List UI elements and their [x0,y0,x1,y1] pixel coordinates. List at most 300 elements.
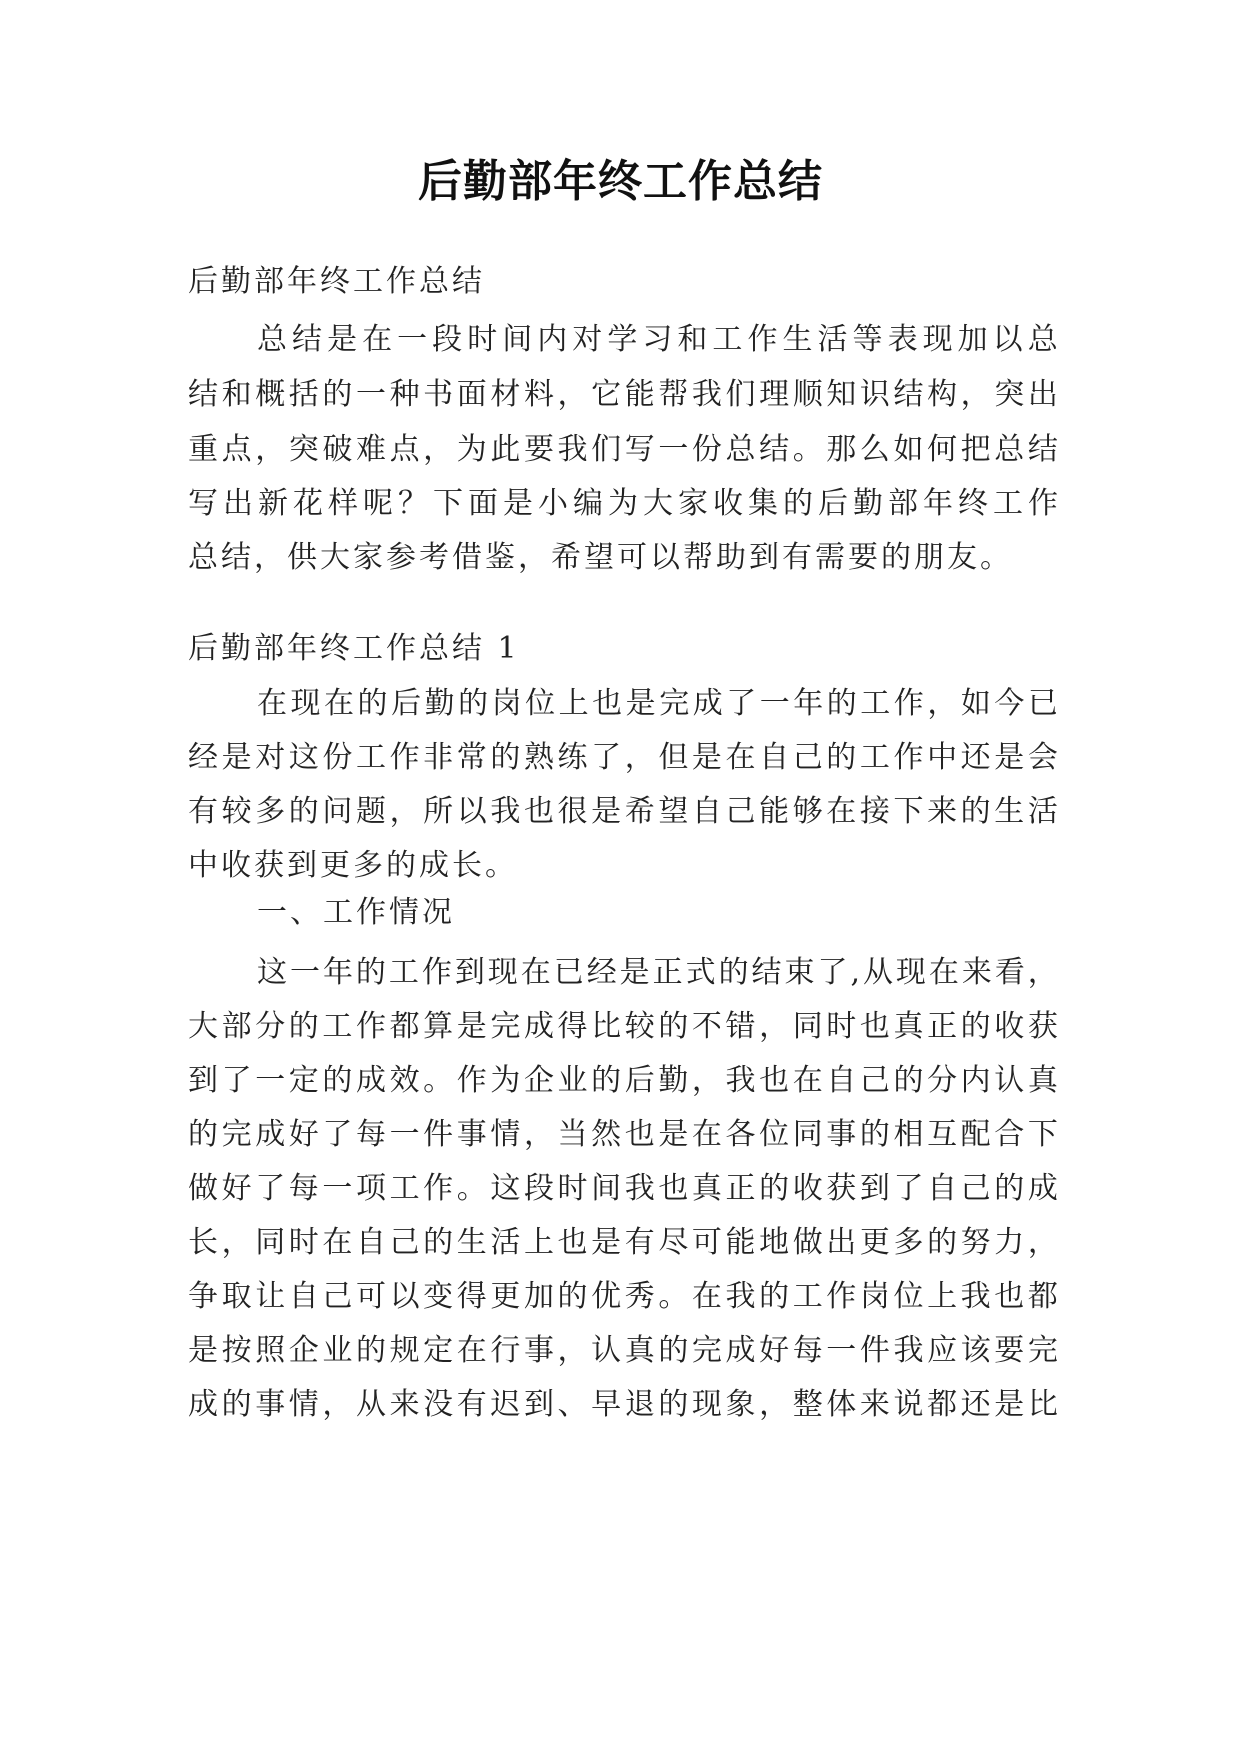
line-character: 迟 [490,1387,521,1422]
line-character: 工 [712,322,743,357]
line-character: 工 [859,740,890,775]
line-character: 难 [355,432,386,467]
line-character: 出 [1027,377,1058,412]
line-character: 很 [557,794,588,829]
line-character: 的 [658,1387,689,1422]
line-character: 括 [288,377,319,412]
paragraph-line: 后勤部年终工作总结 1 [188,631,520,666]
line-character: 这 [490,1171,521,1206]
line-character: 退 [624,1387,655,1422]
line-character: 不 [691,1009,722,1044]
paragraph-line [188,1331,1058,1371]
line-character: 为 [490,1063,521,1098]
line-character: 来 [927,794,958,829]
line-character: 作 [893,740,924,775]
line-character: 也 [759,1063,790,1098]
line-character: 的 [458,686,489,721]
line-character: 业 [557,1063,588,1098]
line-character: 以 [992,322,1023,357]
line-character: 结 [1027,432,1058,467]
line-character: 总 [994,432,1025,467]
line-character: 在 [691,1117,722,1152]
line-character: 小 [538,486,568,521]
line-character: 份 [322,740,353,775]
line-character: 多 [893,1225,924,1260]
line-character: 让 [255,1279,286,1314]
line-character: 。 [456,1171,487,1206]
line-character: 作 [1028,486,1058,521]
line-character: 工 [389,1171,420,1206]
line-character: 勤 [658,1063,689,1098]
line-character: 我 [725,1279,756,1314]
line-character: ， [1027,955,1058,990]
line-character: 己 [792,740,823,775]
line-character: 都 [927,1387,958,1422]
line-character: 一 [759,686,790,721]
line-character: 件 [423,1117,454,1152]
line-character: 出 [223,486,253,521]
line-character: ， [960,377,991,412]
line-character: 位 [893,1279,924,1314]
line-character: 加 [957,322,988,357]
line-character: 生 [456,1225,487,1260]
line-character: ， [322,1387,353,1422]
line-character: 重 [188,432,218,467]
line-character: 从 [355,1387,386,1422]
line-character: 突 [288,432,319,467]
line-character: 项 [355,1171,386,1206]
line-character: 收 [792,1171,823,1206]
line-character: ？ [398,486,428,521]
line-character: 们 [591,432,622,467]
line-character: 以 [389,1279,420,1314]
line-character: 也 [624,1117,655,1152]
line-character: 来 [389,1387,420,1422]
line-character: 真 [893,1009,924,1044]
line-character: 活 [490,1225,521,1260]
line-character: 对 [255,740,286,775]
line-character: 书 [423,377,454,412]
line-character: 完 [490,1009,521,1044]
line-character: 同 [792,1009,823,1044]
line-character: 的 [288,1009,319,1044]
line-character: 望 [658,794,689,829]
line-character: 认 [591,1333,622,1368]
line-character: 种 [389,377,420,412]
line-character: 的 [826,686,857,721]
line-character: 能 [624,377,655,412]
line-character: 在 [324,686,355,721]
line-character: 理 [759,377,790,412]
line-character: 获 [826,1171,857,1206]
line-character: 工 [388,955,419,990]
paragraph-line [257,684,1058,724]
line-character: 上 [523,1225,554,1260]
line-character: ， [624,740,655,775]
line-character: 完 [221,1117,252,1152]
line-character: 加 [523,1279,554,1314]
line-character: 呢 [363,486,393,521]
line-character: 一 [389,1117,420,1152]
line-character: 企 [288,1333,319,1368]
line-character: 得 [456,1279,487,1314]
line-character: 我 [490,794,521,829]
line-character: 它 [591,377,622,412]
line-character: 在 [691,1279,722,1314]
line-character: 更 [490,1279,521,1314]
line-character: 在 [792,1063,823,1098]
line-character: 的 [658,1009,689,1044]
line-character: 内 [537,322,568,357]
line-character: 的 [658,1333,689,1368]
line-character: 自 [759,740,790,775]
paragraph-line [188,1115,1058,1155]
line-character: 变 [423,1279,454,1314]
line-character: 写 [188,486,218,521]
line-character: 经 [586,955,617,990]
paragraph-line: 一、工作情况 [257,895,455,930]
line-character: 在 [520,955,551,990]
line-character: 成 [692,686,723,721]
line-character: ， [927,686,958,721]
paragraph-line [188,1277,1058,1317]
line-character: 对 [572,322,603,357]
paragraph-line [188,1061,1058,1101]
line-character: 位 [759,1117,790,1152]
line-character: 已 [553,955,584,990]
line-character: 的 [927,1225,958,1260]
line-character: 己 [960,1171,991,1206]
line-character: 点 [389,432,420,467]
line-character: 结 [751,955,782,990]
line-character: 事 [523,1333,554,1368]
line-character: 的 [557,1279,588,1314]
line-character: 时 [557,1171,588,1206]
line-character: 的 [355,955,386,990]
line-character: 来 [961,955,992,990]
line-character: 还 [960,740,991,775]
line-character: 在 [362,322,393,357]
line-character: 做 [188,1171,218,1206]
line-character: 非 [423,740,454,775]
line-character: 在 [257,686,287,721]
line-character: 表 [887,322,918,357]
line-character: 了 [221,1063,252,1098]
line-character: 工 [792,1279,823,1314]
line-character: 。 [792,432,823,467]
line-character: 较 [221,794,252,829]
line-character: 题 [355,794,386,829]
line-character: 如 [893,432,924,467]
line-character: 间 [502,322,533,357]
line-character: ， [221,1225,252,1260]
line-character: 都 [389,1009,420,1044]
line-character: 有 [624,1225,655,1260]
line-character: 了 [893,1171,924,1206]
line-character: 了 [322,1117,353,1152]
line-character: 现 [691,1387,722,1422]
line-character: 可 [355,1279,386,1314]
line-character: 结 [292,322,323,357]
line-character: 生 [782,322,813,357]
line-character: 上 [927,1279,958,1314]
line-character: 到 [454,955,485,990]
line-character: 是 [188,1333,218,1368]
line-character: 长 [188,1225,218,1260]
line-character: 作 [389,740,420,775]
line-character: ， [759,1387,790,1422]
line-character: 己 [322,1279,353,1314]
line-character: 取 [221,1279,252,1314]
paragraph-line [188,792,1058,832]
line-character: ， [557,377,588,412]
line-character: 中 [927,740,958,775]
line-character: 现 [922,322,953,357]
line-character: 事 [826,1117,857,1152]
line-character: 了 [817,955,848,990]
line-character: 自 [355,1225,386,1260]
line-character: 生 [994,794,1025,829]
line-character: 整 [792,1387,823,1422]
line-character: 已 [1027,686,1058,721]
line-character: 在 [725,740,756,775]
line-character: 算 [423,1009,454,1044]
line-character: 料 [523,377,554,412]
line-character: 现 [290,686,321,721]
line-character: 顺 [792,377,823,412]
line-character: 新 [258,486,288,521]
line-character: 和 [221,377,252,412]
line-character: 完 [691,1333,722,1368]
line-character: 己 [859,1063,890,1098]
line-character: 也 [523,794,554,829]
line-character: 后 [818,486,848,521]
line-character: 到 [523,1387,554,1422]
line-character: 把 [960,432,991,467]
line-character: 相 [893,1117,924,1152]
line-character: 一 [355,377,386,412]
line-character: 按 [221,1333,252,1368]
line-character: 总 [725,432,756,467]
line-character: 成 [1027,1171,1058,1206]
line-character: 样 [328,486,358,521]
line-character: 现 [895,955,926,990]
line-character: 的 [994,1171,1025,1206]
line-character: 然 [591,1117,622,1152]
line-character: 的 [826,740,857,775]
line-character: 也 [658,1171,689,1206]
line-character: 时 [288,1225,319,1260]
line-character: 到 [859,1171,890,1206]
line-character: 部 [888,486,918,521]
line-character: 内 [960,1063,991,1098]
line-character: 结 [188,377,218,412]
line-character: 了 [726,686,757,721]
line-character: 是 [619,955,650,990]
line-character: 编 [573,486,603,521]
line-character: 说 [893,1387,924,1422]
line-character: 的 [221,1387,252,1422]
line-character: 业 [322,1333,353,1368]
line-character: 可 [691,1225,722,1260]
line-character: 帮 [658,377,689,412]
line-character: 在 [456,1333,487,1368]
line-character: 自 [288,1279,319,1314]
line-character: 大 [643,486,673,521]
line-character: 体 [826,1387,857,1422]
line-character: 。 [423,1063,454,1098]
line-character: 的 [423,1225,454,1260]
line-character: 在 [826,794,857,829]
line-character: 还 [960,1387,991,1422]
line-character: 接 [859,794,890,829]
line-character: ， [389,794,420,829]
line-character: 同 [255,1225,286,1260]
line-character: 总 [1027,322,1058,357]
line-character: 事 [456,1117,487,1152]
line-character: 习 [642,322,673,357]
paragraph-line: 总结，供大家参考借鉴，希望可以帮助到有需要的朋友。 [188,540,1013,575]
line-character: 、 [557,1387,588,1422]
line-character: 是 [658,1117,689,1152]
line-character: 得 [557,1009,588,1044]
line-character: 同 [792,1117,823,1152]
paragraph-line [188,1223,1058,1263]
line-character: 材 [490,377,521,412]
line-character: 是 [591,794,622,829]
line-character: 早 [591,1387,622,1422]
line-character: 情 [490,1117,521,1152]
line-character: 获 [1027,1009,1058,1044]
line-character: 成 [188,1387,218,1422]
line-character: 那 [826,432,857,467]
line-character: 如 [960,686,991,721]
line-character: 我 [557,432,588,467]
line-character: 完 [659,686,690,721]
line-character: 间 [591,1171,622,1206]
line-character: 的 [718,955,749,990]
line-character: 比 [1027,1387,1058,1422]
line-character: 家 [678,486,708,521]
line-character: 的 [490,740,521,775]
line-character: 分 [255,1009,286,1044]
line-character: 今 [994,686,1025,721]
line-character: 识 [859,377,890,412]
paragraph-line [257,320,1058,360]
paragraph-line [188,738,1058,778]
line-character: 各 [725,1117,756,1152]
line-character: 也 [557,1225,588,1260]
line-character: 点 [221,432,252,467]
line-character: 岗 [491,686,522,721]
line-character: 熟 [523,740,554,775]
line-character: ， [523,1117,554,1152]
document-title: 后勤部年终工作总结 [418,156,823,207]
line-character: 大 [188,1009,218,1044]
line-character: 会 [1027,740,1058,775]
line-character: 正 [725,1171,756,1206]
line-character: 正 [652,955,683,990]
line-character: 所 [423,794,454,829]
line-character: 勤 [424,686,455,721]
line-character: 面 [468,486,498,521]
line-character: 工 [355,740,386,775]
line-character: 看 [994,955,1025,990]
line-character: 的 [322,377,353,412]
line-character: 到 [188,1063,218,1098]
line-character: 作 [747,322,778,357]
line-character: 是 [221,740,252,775]
line-character: 终 [958,486,988,521]
line-character: 面 [456,377,487,412]
line-character: 成 [355,1063,386,1098]
line-character: 工 [993,486,1023,521]
line-character: 应 [927,1333,958,1368]
paragraph-line [188,484,1058,524]
line-character: 自 [691,794,722,829]
line-character: 规 [389,1333,420,1368]
line-character: 自 [927,1171,958,1206]
line-character: 和 [677,322,708,357]
line-character: 何 [927,432,958,467]
line-character: 定 [423,1333,454,1368]
line-character: 我 [893,1333,924,1368]
line-character: 构 [927,377,958,412]
line-character: 作 [423,1171,454,1206]
line-character: 一 [289,955,320,990]
line-character: ， [255,432,286,467]
line-character: 没 [423,1387,454,1422]
line-character: 作 [421,955,452,990]
line-character: 为 [456,432,487,467]
paragraph-line [188,1169,1058,1209]
line-character: 年 [322,955,353,990]
line-character: 。 [658,1279,689,1314]
line-character: 写 [624,432,655,467]
line-character: 们 [725,377,756,412]
line-character: 成 [725,1333,756,1368]
line-character: 好 [221,1171,252,1206]
line-character: 在 [322,1225,353,1260]
paragraph-line: 后勤部年终工作总结 [188,264,485,299]
line-character: 是 [994,1387,1025,1422]
line-character: ， [691,1063,722,1098]
line-character: 好 [759,1333,790,1368]
line-character: 后 [391,686,422,721]
line-character: 是 [591,1225,622,1260]
line-character: 现 [487,955,518,990]
line-character: , [850,955,860,990]
line-character: 这 [288,740,319,775]
line-character: 练 [557,740,588,775]
line-character: 了 [591,740,622,775]
line-character: 每 [288,1171,319,1206]
paragraph-line [188,1385,1058,1425]
line-character: 下 [1027,1117,1058,1152]
line-character: 的 [188,1117,218,1152]
line-character: 作 [456,1063,487,1098]
line-character: 作 [826,1279,857,1314]
line-character: 勤 [853,486,883,521]
line-character: 是 [327,322,358,357]
line-character: 年 [923,486,953,521]
line-character: 上 [558,686,589,721]
line-character: 行 [490,1333,521,1368]
line-character: 努 [960,1225,991,1260]
line-character: 正 [927,1009,958,1044]
line-character: 当 [557,1117,588,1152]
line-character: 等 [852,322,883,357]
